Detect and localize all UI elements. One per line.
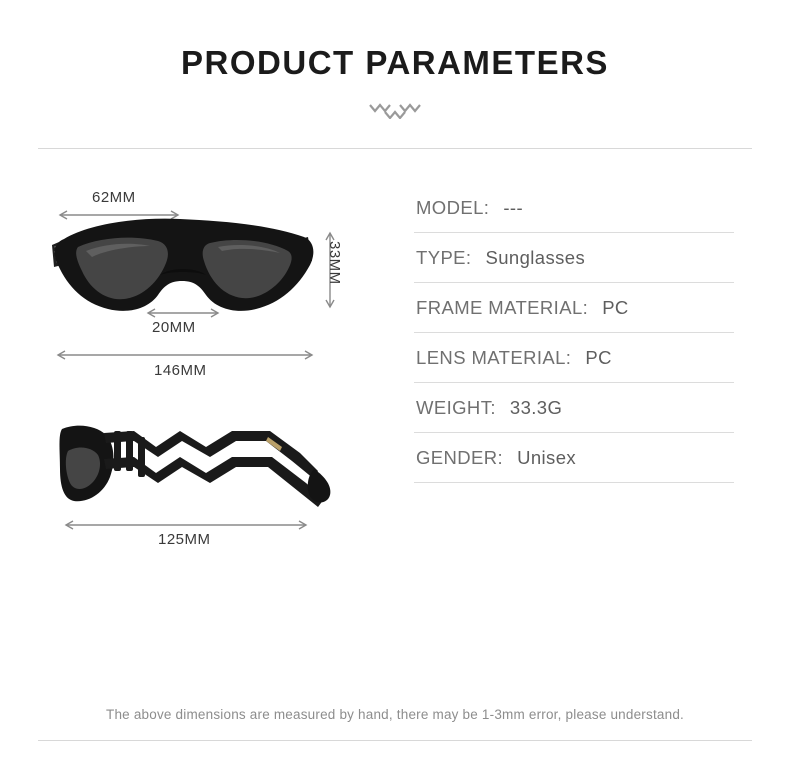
measurement-note: The above dimensions are measured by hand, there may be 1-3mm error, please understand.	[106, 707, 684, 722]
spec-value-frame-material: PC	[602, 297, 629, 318]
sunglasses-side-view-diagram	[30, 407, 380, 567]
spec-value-gender: Unisex	[517, 447, 577, 468]
dimension-label-125mm: 125MM	[158, 531, 211, 548]
spec-row-type	[414, 233, 734, 283]
spec-value-model: ---	[503, 197, 524, 218]
spec-row-lens-material	[414, 333, 734, 383]
footer-divider	[38, 740, 752, 741]
page-header	[0, 0, 790, 120]
spec-key-type: TYPE:	[416, 247, 472, 268]
page-title: PRODUCT PARAMETERS	[181, 44, 609, 81]
spec-value-lens-material: PC	[585, 347, 612, 368]
spec-value-weight: 33.3G	[509, 397, 563, 418]
spec-row-model	[414, 183, 734, 233]
spec-row-gender	[414, 433, 734, 483]
spec-key-frame-material: FRAME MATERIAL:	[416, 297, 589, 318]
specification-list	[392, 149, 790, 483]
spec-key-weight: WEIGHT:	[416, 397, 496, 418]
dimension-label-20mm: 20MM	[152, 319, 196, 336]
spec-row-weight	[414, 383, 734, 433]
spec-row-frame-material	[414, 283, 734, 333]
spec-key-gender: GENDER:	[416, 447, 504, 468]
dimension-label-146mm: 146MM	[154, 362, 207, 379]
main-content	[0, 149, 790, 548]
dimension-label-33mm: 33MM	[326, 241, 343, 285]
sunglasses-front-view-diagram	[30, 167, 380, 407]
zigzag-ornament-icon	[0, 98, 790, 120]
spec-key-lens-material: LENS MATERIAL:	[416, 347, 572, 368]
dimension-label-62mm: 62MM	[92, 189, 136, 206]
spec-value-type: Sunglasses	[485, 247, 586, 268]
diagram-column	[0, 149, 392, 548]
spec-key-model: MODEL:	[416, 197, 490, 218]
